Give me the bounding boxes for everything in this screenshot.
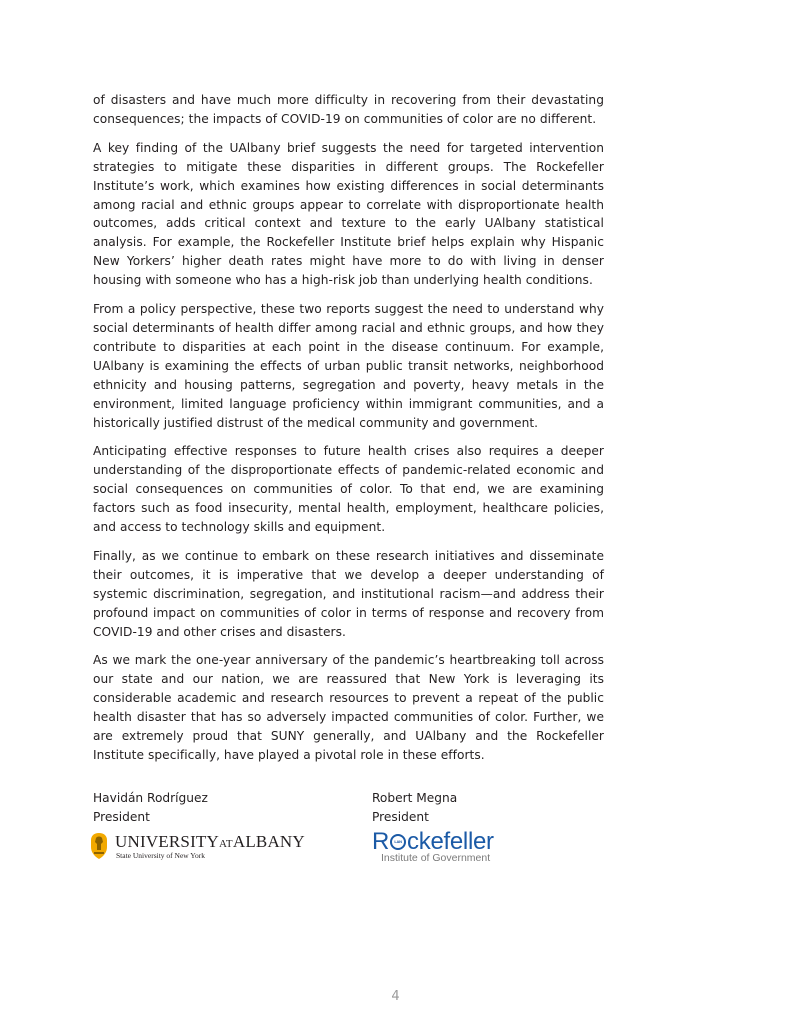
signer-name-right: Robert Megna [372, 791, 458, 805]
paragraph-5: Finally, as we continue to embark on these research initiatives and disseminate their outcomes, it is imperative that we develop a deeper understanding of systemic discrimination, segregation, and institutional racism—and address their profound impact on communities of color in terms of response and recovery from COVID-19 and other crises and disasters. [93, 548, 604, 639]
signer-title-right: President [372, 810, 429, 824]
rockefeller-subtitle: Institute of Government [381, 852, 491, 864]
rockefeller-seal-icon: LAN [390, 834, 406, 850]
rockefeller-logo [372, 828, 507, 866]
signature-right [372, 789, 457, 827]
paragraph-1: of disasters and have much more difficulty in recovering from their devastating consequences; the impacts of COVID-19 on communities of color are no different. [93, 93, 604, 126]
ualbany-subtitle: State University of New York [116, 851, 205, 860]
page-number: 4 [391, 989, 400, 1004]
ualbany-logo [88, 832, 303, 862]
signer-title-left: President [93, 810, 150, 824]
paragraph-3: From a policy perspective, these two reports suggest the need to understand why social determinants of health differ among racial and ethnic groups, and how they contribute to disparities at each point in the disease continuum. For example, UAlbany is examining the effects of urban public transit networks, neighborhood ethnicity and housing patterns, segregation and poverty, heavy metals in the environment, limited language proficiency within immigrant communities, and a historically justified distrust of the medical community and government. [93, 302, 604, 430]
signature-left [93, 789, 208, 827]
paragraph-4: Anticipating effective responses to future health crises also requires a deeper understanding of the disproportionate effects of pandemic-related economic and social consequences on communities of color. To that end, we are examining factors such as food insecurity, mental health, employment, healthcare policies, and access to technology skills and equipment. [93, 444, 604, 535]
paragraph-6: As we mark the one-year anniversary of the pandemic’s heartbreaking toll across our state and our nation, we are reassured that New York is leveraging its considerable academic and research resources to prevent a repeat of the public health disaster that has so adversely impacted communities of color. Further, we are extremely proud that SUNY generally, and UAlbany and the Rockefeller Institute specifically, have played a pivotal role in these efforts. [93, 653, 604, 762]
ualbany-wordmark: UNIVERSITYATALBANY [115, 832, 305, 851]
paragraph-2: A key finding of the UAlbany brief suggests the need for targeted intervention strategies to mitigate these disparities in different groups. The Rockefeller Institute’s work, which examines how existing differences in social determinants among racial and ethnic groups appear to correlate with disproportionate health outcomes, adds critical context and texture to the early UAlbany statistical analysis. For example, the Rockefeller Institute brief helps explain why Hispanic New Yorkers’ higher death rates might have more to do with living in denser housing with someone who has a high-risk job than underlying health conditions. [93, 140, 604, 288]
letter-body [93, 91, 604, 775]
rockefeller-wordmark: R LAN ckefeller [372, 828, 494, 855]
ualbany-minerva-icon [88, 832, 110, 860]
signer-name-left: Havidán Rodríguez [93, 791, 208, 805]
